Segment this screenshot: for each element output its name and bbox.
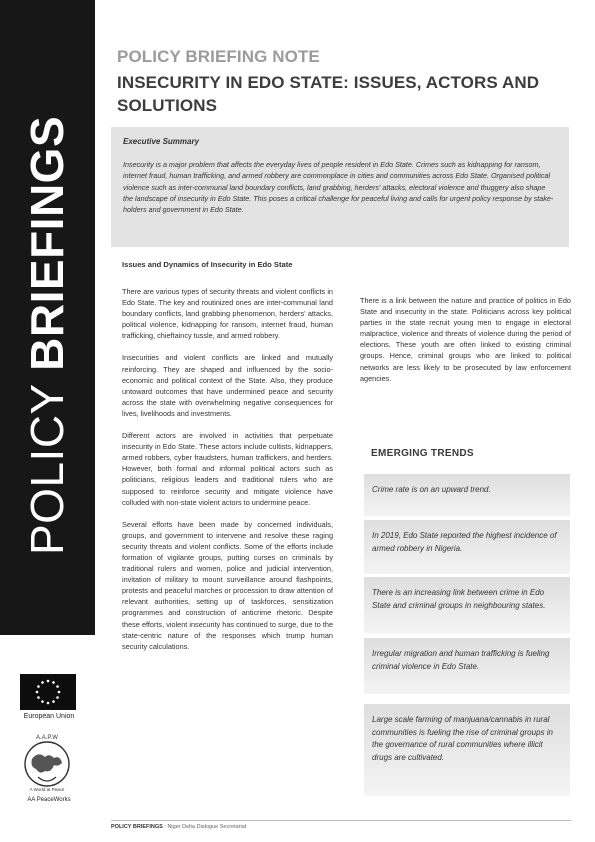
footer-divider: [111, 820, 571, 821]
eu-star-icon: [36, 691, 39, 694]
left-column: [122, 259, 333, 663]
trend-item: Large scale farming of manjuana/cannabis in rural communities is fueling the rise of criminal groups in the governance of rural communities where illicit drugs are cultivated.: [364, 704, 570, 796]
eu-star-icon: [56, 696, 59, 699]
executive-summary-box: [111, 127, 569, 247]
eu-star-icon: [41, 681, 44, 684]
paragraph: Several efforts have been made by concerned individuals, groups, and government to intervene and resolve these raging security threats and violent conflicts. Some of the efforts include formation of vigilante groups, putting curses on criminals by traditional rulers and women, police and judicial intervention, invitation of military to mount surveillance around flashpoints, protests and peaceful marches or procession to draw attention of relevant authorities, setting up of taskforces, sensitization programmes and construction of anticrime rhetoric. Despite these efforts, violent insecurity has continued to surge, due to the state-centric nature of the responses which trump human security calculations.: [122, 519, 333, 651]
peace-label: AA PeaceWorks: [27, 797, 71, 803]
eu-star-icon: [58, 691, 61, 694]
executive-summary-heading: Executive Summary: [123, 137, 200, 146]
eu-star-icon: [52, 681, 55, 684]
eu-star-icon: [37, 696, 40, 699]
peace-logo-text: A.A.P.W: [36, 735, 58, 741]
eu-star-icon: [37, 685, 40, 688]
eu-star-icon: [52, 700, 55, 703]
emerging-trends-heading: EMERGING TRENDS: [371, 448, 474, 459]
vertical-title-light: POLICY: [21, 370, 73, 555]
footer: [111, 824, 246, 830]
footer-rest: : Niger Delta Dialogue Secretariat: [162, 824, 247, 830]
right-column: [360, 295, 571, 395]
paragraph: Insecurities and violent conflicts are linked and mutually reinforcing. They are shaped and influenced by the socio-economic and political context of the State. Also, they produce untoward outcomes that have undermined peace and security across the state with overwhelming negative consequences for lives, livelihoods and investments.: [122, 353, 333, 418]
trend-item: There is an increasing link between crime in Edo State and criminal groups in neighbouring states.: [364, 577, 570, 633]
eu-star-icon: [41, 700, 44, 703]
trend-item: Crime rate is on an upward trend.: [364, 474, 570, 516]
eu-flag-icon: [20, 674, 76, 710]
trend-item: In 2019, Edo State reported the highest incidence of armed robbery in Nigeria.: [364, 520, 570, 574]
vertical-title: [21, 115, 73, 555]
footer-strong: POLICY BRIEFINGS: [111, 824, 163, 830]
paragraph: There is a link between the nature and practice of politics in Edo State and insecurity in the state. Politicians across key political parties in the state recruit young men to engage in electoral malpractice, violence and threats of violence during the period of elections. These youth are often linked to existing criminal groups. Hence, criminal groups who are linked to political networks are less likely to be prosecuted by law enforcement agencies.: [360, 296, 571, 383]
eu-star-icon: [47, 702, 50, 705]
paragraph: Different actors are involved in activities that perpetuate insecurity in Edo State. These actors include cultists, kidnappers, armed robbers, cyber fraudsters, human traffickers, and herders. However, both formal and informal political actors such as politicians, religious leaders and traditional rulers who are supposed to reinforce security and mitigate violence have colluded with non-state violent actors to undermine peace.: [122, 431, 333, 507]
page-title: INSECURITY IN EDO STATE: ISSUES, ACTORS AND SOLUTIONS: [117, 73, 540, 115]
section-heading: Issues and Dynamics of Insecurity in Edo State: [122, 260, 293, 269]
left-sidebar: [0, 0, 95, 842]
briefing-kicker: POLICY BRIEFING NOTE: [117, 47, 320, 66]
vertical-title-bold: BRIEFINGS: [21, 115, 73, 371]
peace-logo-sub: A World at Peace: [29, 787, 65, 792]
eu-label: European Union: [23, 713, 75, 720]
executive-summary-body: Insecurity is a major problem that affects the everyday lives of people resident in Edo State. Crimes such as kidnapping for ransom, internet fraud, human trafficking, and armed robbery are commonplace in cities and communities across Edo State. Organised political violence such as inter-communal land boundary conflicts, land grabbing, herders' attacks, electoral violence and thuggery also shape the landscape of insecurity in Edo State. This poses a critical challenge for peaceful living and calls for urgent policy response by stake-holders and government in Edo State.: [123, 160, 554, 215]
aa-peaceworks-logo-icon: [18, 731, 76, 793]
eu-star-icon: [47, 680, 50, 683]
trend-item: Irregular migration and human trafficking is fueling criminal violence in Edo State.: [364, 638, 570, 694]
eu-star-icon: [56, 685, 59, 688]
paragraph: There are various types of security threats and violent conflicts in Edo State. The key and routinized ones are inter-communal land boundary conflicts, land grabbing phenomenon, herders' attacks, political violence, kidnapping for ransom, internet fraud, human trafficking, chieftaincy tussle, and armed robbery.: [122, 287, 333, 341]
emerging-trends-box: [363, 440, 571, 802]
